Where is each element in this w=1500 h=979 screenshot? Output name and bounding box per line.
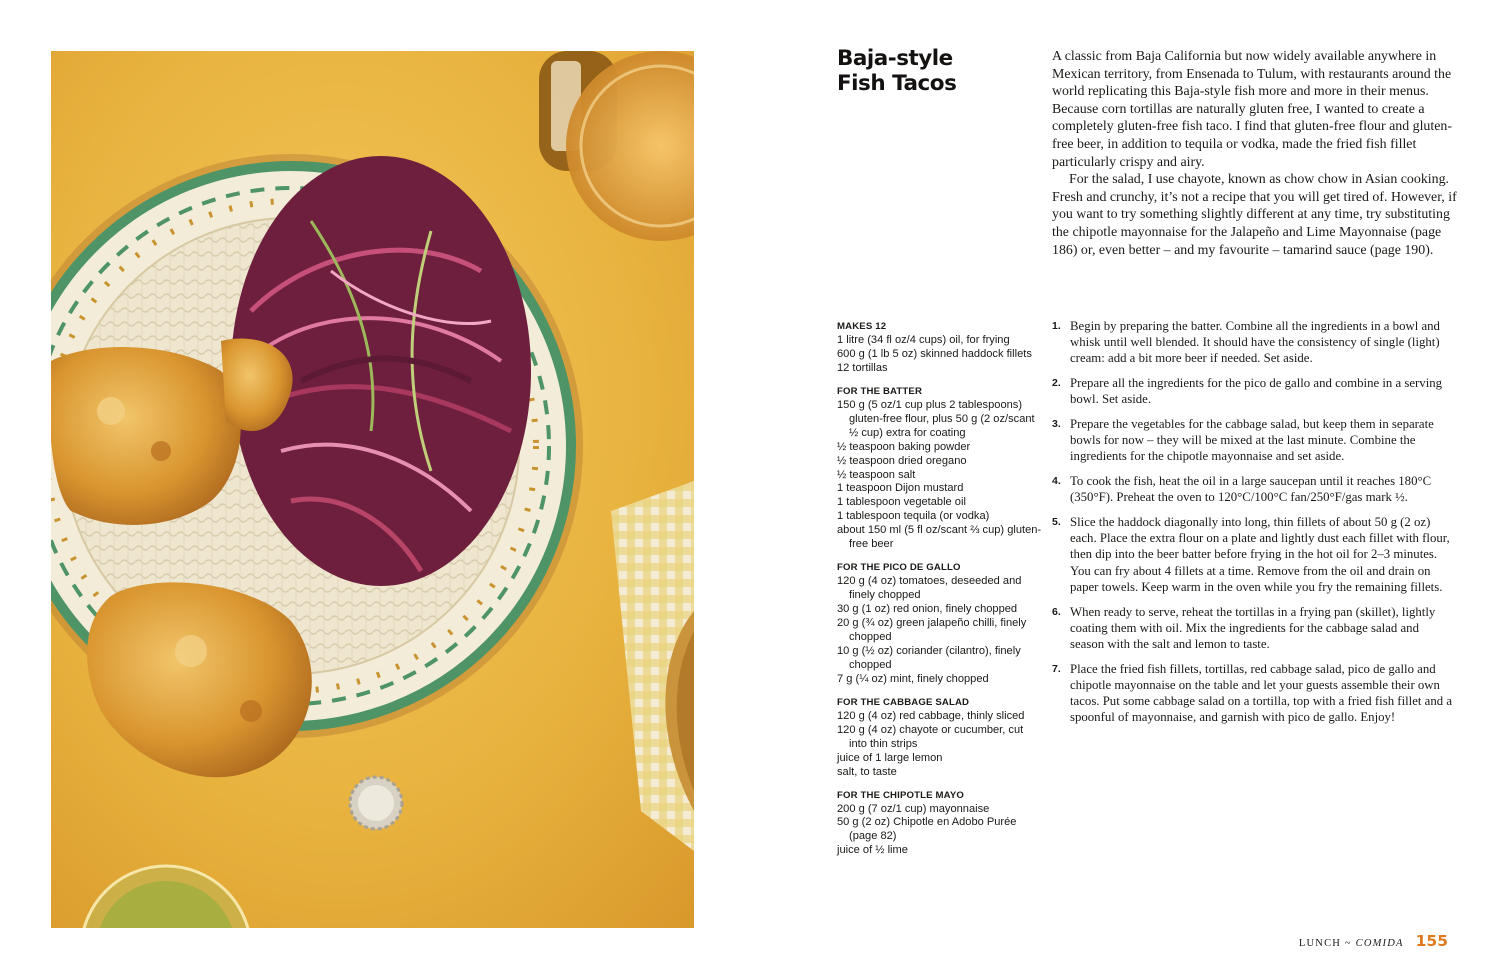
step-number: 5. bbox=[1052, 516, 1061, 529]
ingredients-main bbox=[837, 320, 1042, 376]
method-step bbox=[1052, 416, 1454, 465]
ingredient-line: 1 tablespoon vegetable oil bbox=[837, 496, 966, 509]
section-heading: FOR THE CABBAGE SALAD bbox=[837, 696, 970, 708]
ingredients-batter bbox=[837, 385, 1042, 552]
ingredients-chipotle-mayo bbox=[837, 789, 1042, 859]
page-number: 155 bbox=[1415, 932, 1448, 950]
ingredient-line: 20 g (¾ oz) green jalapeño chilli, finely chopped bbox=[837, 617, 1027, 644]
ingredient-line: 120 g (4 oz) red cabbage, thinly sliced bbox=[837, 709, 1025, 722]
ingredient-line: 150 g (5 oz/1 cup plus 2 tablespoons) gluten-free flour, plus 50 g (2 oz/scant ½ cup) extra for coating bbox=[837, 398, 1035, 439]
section-heading: FOR THE BATTER bbox=[837, 385, 923, 397]
ingredient-line: ½ teaspoon salt bbox=[837, 468, 916, 481]
step-text: When ready to serve, reheat the tortillas in a frying pan (skillet), lightly coating them with oil. Mix the ingredients for the cabbage salad and season with the salt and lemon to taste. bbox=[1070, 604, 1436, 651]
ingredient-line: salt, to taste bbox=[837, 765, 897, 778]
step-number: 2. bbox=[1052, 377, 1061, 390]
ingredient-line: 12 tortillas bbox=[837, 361, 888, 374]
ingredients-list bbox=[837, 320, 1042, 867]
intro-paragraph-2: For the salad, I use chayote, known as chow chow in Asian cooking. Fresh and crunchy, it’s not a recipe that you will get tired of. However, if you want to try something slightly different at any time, try substituting the chipotle mayonnaise for the Jalapeño and Lime Mayonnaise (page 186) or, even better – and my favourite – tamarind sauce (page 190). bbox=[1052, 172, 1457, 258]
step-text: Prepare the vegetables for the cabbage salad, but keep them in separate bowls for now – they will be mixed at the last minute. Combine the ingredients for the chipotle mayonnaise and set aside. bbox=[1070, 417, 1434, 464]
page-footer bbox=[1299, 932, 1448, 950]
recipe-photo bbox=[51, 51, 694, 928]
step-number: 6. bbox=[1052, 605, 1061, 618]
recipe-title-line1: Baja-style bbox=[837, 46, 953, 71]
step-number: 4. bbox=[1052, 475, 1061, 488]
ingredient-line: 600 g (1 lb 5 oz) skinned haddock fillets bbox=[837, 347, 1032, 360]
method-step bbox=[1052, 514, 1454, 595]
step-text: To cook the fish, heat the oil in a large saucepan until it reaches 180°C (350°F). Preheat the oven to 120°C/100°C fan/250°F/gas mark ½. bbox=[1070, 474, 1432, 505]
ingredient-line: ½ teaspoon dried oregano bbox=[837, 454, 967, 467]
ingredient-line: 120 g (4 oz) chayote or cucumber, cut into thin strips bbox=[837, 723, 1024, 750]
ingredient-line: 1 tablespoon tequila (or vodka) bbox=[837, 510, 990, 523]
recipe-title bbox=[837, 46, 956, 96]
recipe-intro bbox=[1052, 48, 1457, 259]
yield-heading: MAKES 12 bbox=[837, 321, 887, 332]
method-step bbox=[1052, 661, 1454, 726]
section-heading: FOR THE PICO DE GALLO bbox=[837, 562, 961, 574]
step-number: 7. bbox=[1052, 662, 1061, 675]
ingredient-line: 1 teaspoon Dijon mustard bbox=[837, 482, 964, 495]
ingredient-line: 120 g (4 oz) tomatoes, deseeded and finely chopped bbox=[837, 575, 1022, 602]
step-number: 1. bbox=[1052, 320, 1061, 332]
method-steps bbox=[1052, 318, 1454, 734]
ingredient-line: 10 g (½ oz) coriander (cilantro), finely chopped bbox=[837, 644, 1021, 671]
step-text: Place the fried fish fillets, tortillas, red cabbage salad, pico de gallo and chipotle mayonnaise on the table and let your guests assemble their own tacos. Put some cabbage salad on a tortilla, top with a fried fish fillet and a spoonful of mayonnaise, and garnish with pico de gallo. Enjoy! bbox=[1070, 661, 1453, 725]
step-number: 3. bbox=[1052, 418, 1061, 431]
ingredient-line: 1 litre (34 fl oz/4 cups) oil, for frying bbox=[837, 333, 1010, 346]
step-text: Begin by preparing the batter. Combine all the ingredients in a bowl and whisk until well blended. It should have the consistency of single (light) cream: add a bit more beer if needed. Set aside. bbox=[1070, 319, 1440, 366]
intro-paragraph-1: A classic from Baja California but now widely available anywhere in Mexican territory, from Ensenada to Tulum, with restaurants around the world replicating this Baja-style fish more and more in their menus. Because corn tortillas are naturally gluten free, I wanted to create a completely gluten-free fish taco. I find that gluten-free flour and gluten-free beer, in addition to tequila or vodka, made the fried fish fillet particularly crispy and airy. bbox=[1052, 49, 1452, 170]
recipe-title-line2: Fish Tacos bbox=[837, 71, 957, 96]
ingredient-line: juice of 1 large lemon bbox=[837, 751, 943, 764]
step-text: Prepare all the ingredients for the pico de gallo and combine in a serving bowl. Set aside. bbox=[1070, 376, 1443, 407]
bottle-cap bbox=[350, 777, 402, 829]
section-name-spanish: COMIDA bbox=[1355, 938, 1404, 949]
ingredient-line: 7 g (¼ oz) mint, finely chopped bbox=[837, 672, 989, 685]
step-text: Slice the haddock diagonally into long, thin fillets of about 50 g (2 oz) each. Place the extra flour on a plate and lightly dust each fillet with flour, then dip into the beer batter before frying in the hot oil for 2–3 minutes. You can fry about 4 fillets at a time. Remove from the oil and drain on paper towels. Keep warm in the oven while you fry the remaining fillets. bbox=[1070, 515, 1450, 594]
ingredients-cabbage-salad bbox=[837, 696, 1042, 780]
ingredient-line: 30 g (1 oz) red onion, finely chopped bbox=[837, 603, 1018, 616]
method-step bbox=[1052, 375, 1454, 407]
section-separator: ~ bbox=[1341, 938, 1356, 949]
method-step bbox=[1052, 604, 1454, 653]
ingredient-line: about 150 ml (5 fl oz/scant ⅔ cup) gluten-free beer bbox=[837, 524, 1042, 551]
ingredient-line: 50 g (2 oz) Chipotle en Adobo Purée (page 82) bbox=[837, 816, 1017, 843]
section-heading: FOR THE CHIPOTLE MAYO bbox=[837, 789, 964, 801]
ingredients-pico-de-gallo bbox=[837, 561, 1042, 687]
ingredient-line: 200 g (7 oz/1 cup) mayonnaise bbox=[837, 802, 990, 815]
ingredient-line: ½ teaspoon baking powder bbox=[837, 440, 971, 453]
ingredient-line: juice of ½ lime bbox=[837, 844, 908, 857]
method-step bbox=[1052, 473, 1454, 505]
method-step bbox=[1052, 318, 1454, 367]
section-name-english: LUNCH bbox=[1298, 938, 1342, 949]
